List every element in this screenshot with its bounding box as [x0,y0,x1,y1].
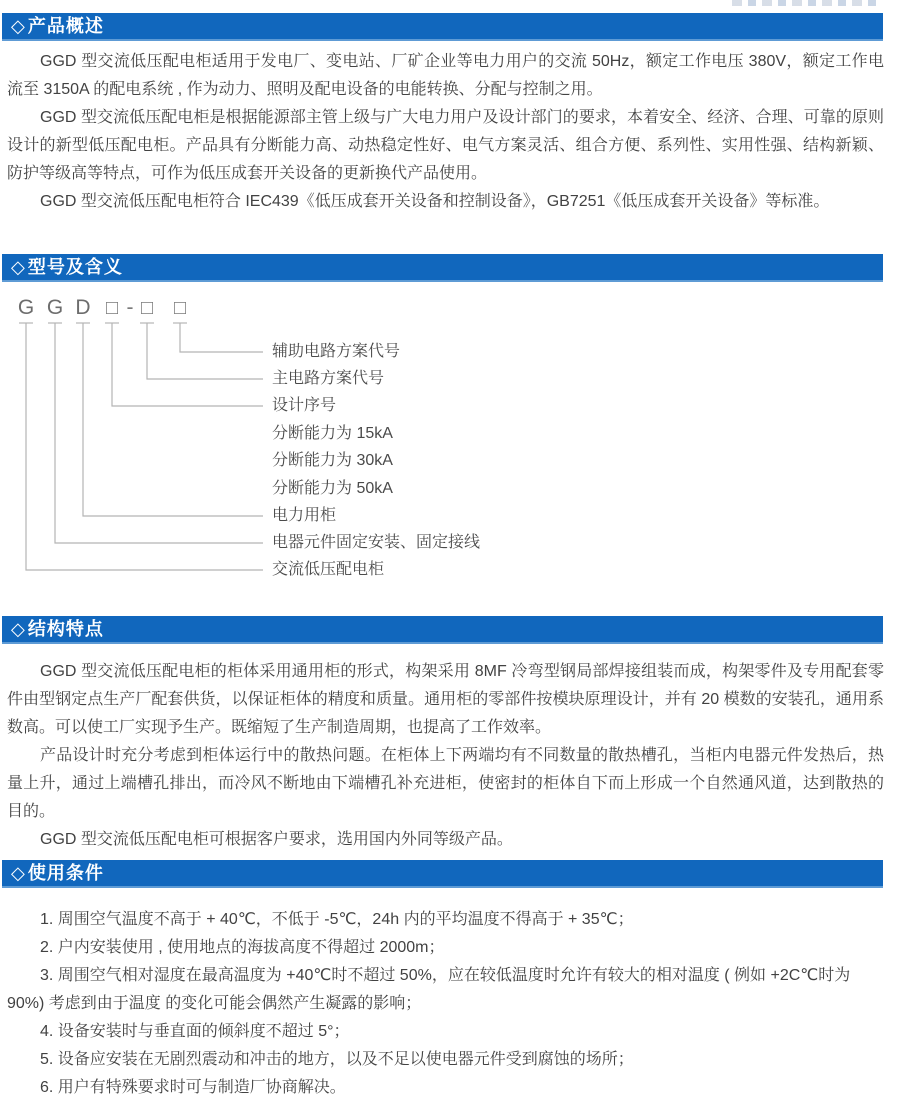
model-label-design-serial: 设计序号 [272,397,337,414]
model-code-char: G [17,296,35,319]
section-title-overview: 产品概述 [27,16,104,36]
model-label-main-circuit: 主电路方案代号 [272,370,385,387]
overview-paragraph-2: GGD 型交流低压配电柜是根据能源部主管上级与广大电力用户及设计部门的要求，本着安全、经济、合理、可靠的原则设计的新型低压配电柜。产品具有分断能力高、动热稳定性好、电气方案灵活、组合方便、系列性、实用性强、结构新颖、防护等级高等特点，可作为低压成套开关设备的更新换代产品使用。 [7,109,884,182]
diamond-icon: ◇ [11,863,26,883]
model-connector-lines [0,320,300,590]
model-code-box: □ [140,297,154,319]
cut-off-page-header [732,0,882,6]
section-title-conditions: 使用条件 [27,863,104,883]
structure-text-block [7,658,884,854]
structure-paragraph-1: GGD 型交流低压配电柜的柜体采用通用柜的形式，构架采用 8MF 冷弯型钢局部焊接组装而成，构架零件及专用配套零件由型钢定点生产厂配套供货，以保证柜体的精度和质量。通用柜的零部件按模块原理设计，并有 20 模数的安装孔，通用系数高。可以使工厂实现予生产。既缩短了生产制造周期，也提高了工作效率。 [7,663,884,736]
model-code-box: □ [173,297,187,319]
structure-paragraph-2: 产品设计时充分考虑到柜体运行中的散热问题。在柜体上下两端均有不同数量的散热槽孔，当柜内电器元件发热后，热量上升，通过上端槽孔排出，而冷风不断地由下端槽孔补充进柜，使密封的柜体自下而上形成一个自然通风道，达到散热的目的。 [7,747,884,820]
model-label-breaking-50ka: 分断能力为 50kA [272,480,393,497]
model-code-box: □ [105,297,119,319]
condition-item-1: 1. 周围空气温度不高于 + 40℃，不低于 -5℃，24h 内的平均温度不得高于 + 35℃； [40,911,634,928]
section-header-model [2,254,883,282]
model-designation-diagram [0,282,600,602]
section-title-structure: 结构特点 [27,619,104,639]
model-label-aux-circuit: 辅助电路方案代号 [272,343,401,360]
model-label-breaking-15ka: 分断能力为 15kA [272,425,393,442]
model-label-breaking-30ka: 分断能力为 30kA [272,452,393,469]
structure-paragraph-3: GGD 型交流低压配电柜可根据客户要求，选用国内外同等级产品。 [40,831,513,848]
diamond-icon: ◇ [11,257,26,277]
section-header-conditions [2,860,883,888]
section-title-model: 型号及含义 [27,257,123,277]
overview-paragraph-3: GGD 型交流低压配电柜符合 IEC439《低压成套开关设备和控制设备》，GB7251《低压成套开关设备》等标准。 [40,193,830,210]
model-label-power-cabinet: 电力用柜 [272,507,337,524]
overview-paragraph-1: GGD 型交流低压配电柜适用于发电厂、变电站、厂矿企业等电力用户的交流 50Hz，额定工作电压 380V，额定工作电流至 3150A 的配电系统 , 作为动力、照明及配电设备的电能转换、分配与控制之用。 [7,53,884,98]
diamond-icon: ◇ [11,16,26,36]
condition-item-4: 4. 设备安装时与垂直面的倾斜度不超过 5°； [40,1023,350,1040]
condition-item-6: 6. 用户有特殊要求时可与制造厂协商解决。 [40,1079,346,1096]
condition-item-5: 5. 设备应安装在无剧烈震动和冲击的地方，以及不足以使电器元件受到腐蚀的场所； [40,1051,634,1068]
condition-item-2: 2. 户内安装使用 , 使用地点的海拔高度不得超过 2000m； [40,939,445,956]
model-code-dash: - [126,296,134,319]
section-header-structure [2,616,883,644]
model-label-fixed-mounting: 电器元件固定安装、固定接线 [272,534,481,551]
model-code-char: G [46,296,64,319]
model-code-char: D [75,296,91,319]
section-header-overview [2,13,883,41]
diamond-icon: ◇ [11,619,26,639]
condition-item-3: 3. 周围空气相对湿度在最高温度为 +40℃时不超过 50%，应在较低温度时允许有较大的相对温度 ( 例如 +2C℃时为 90%) 考虑到由于温度 的变化可能会偶然产生凝露的影响； [7,967,851,1012]
model-label-ac-lv-cabinet: 交流低压配电柜 [272,561,385,578]
overview-text-block [7,48,884,216]
conditions-list [7,906,884,1098]
